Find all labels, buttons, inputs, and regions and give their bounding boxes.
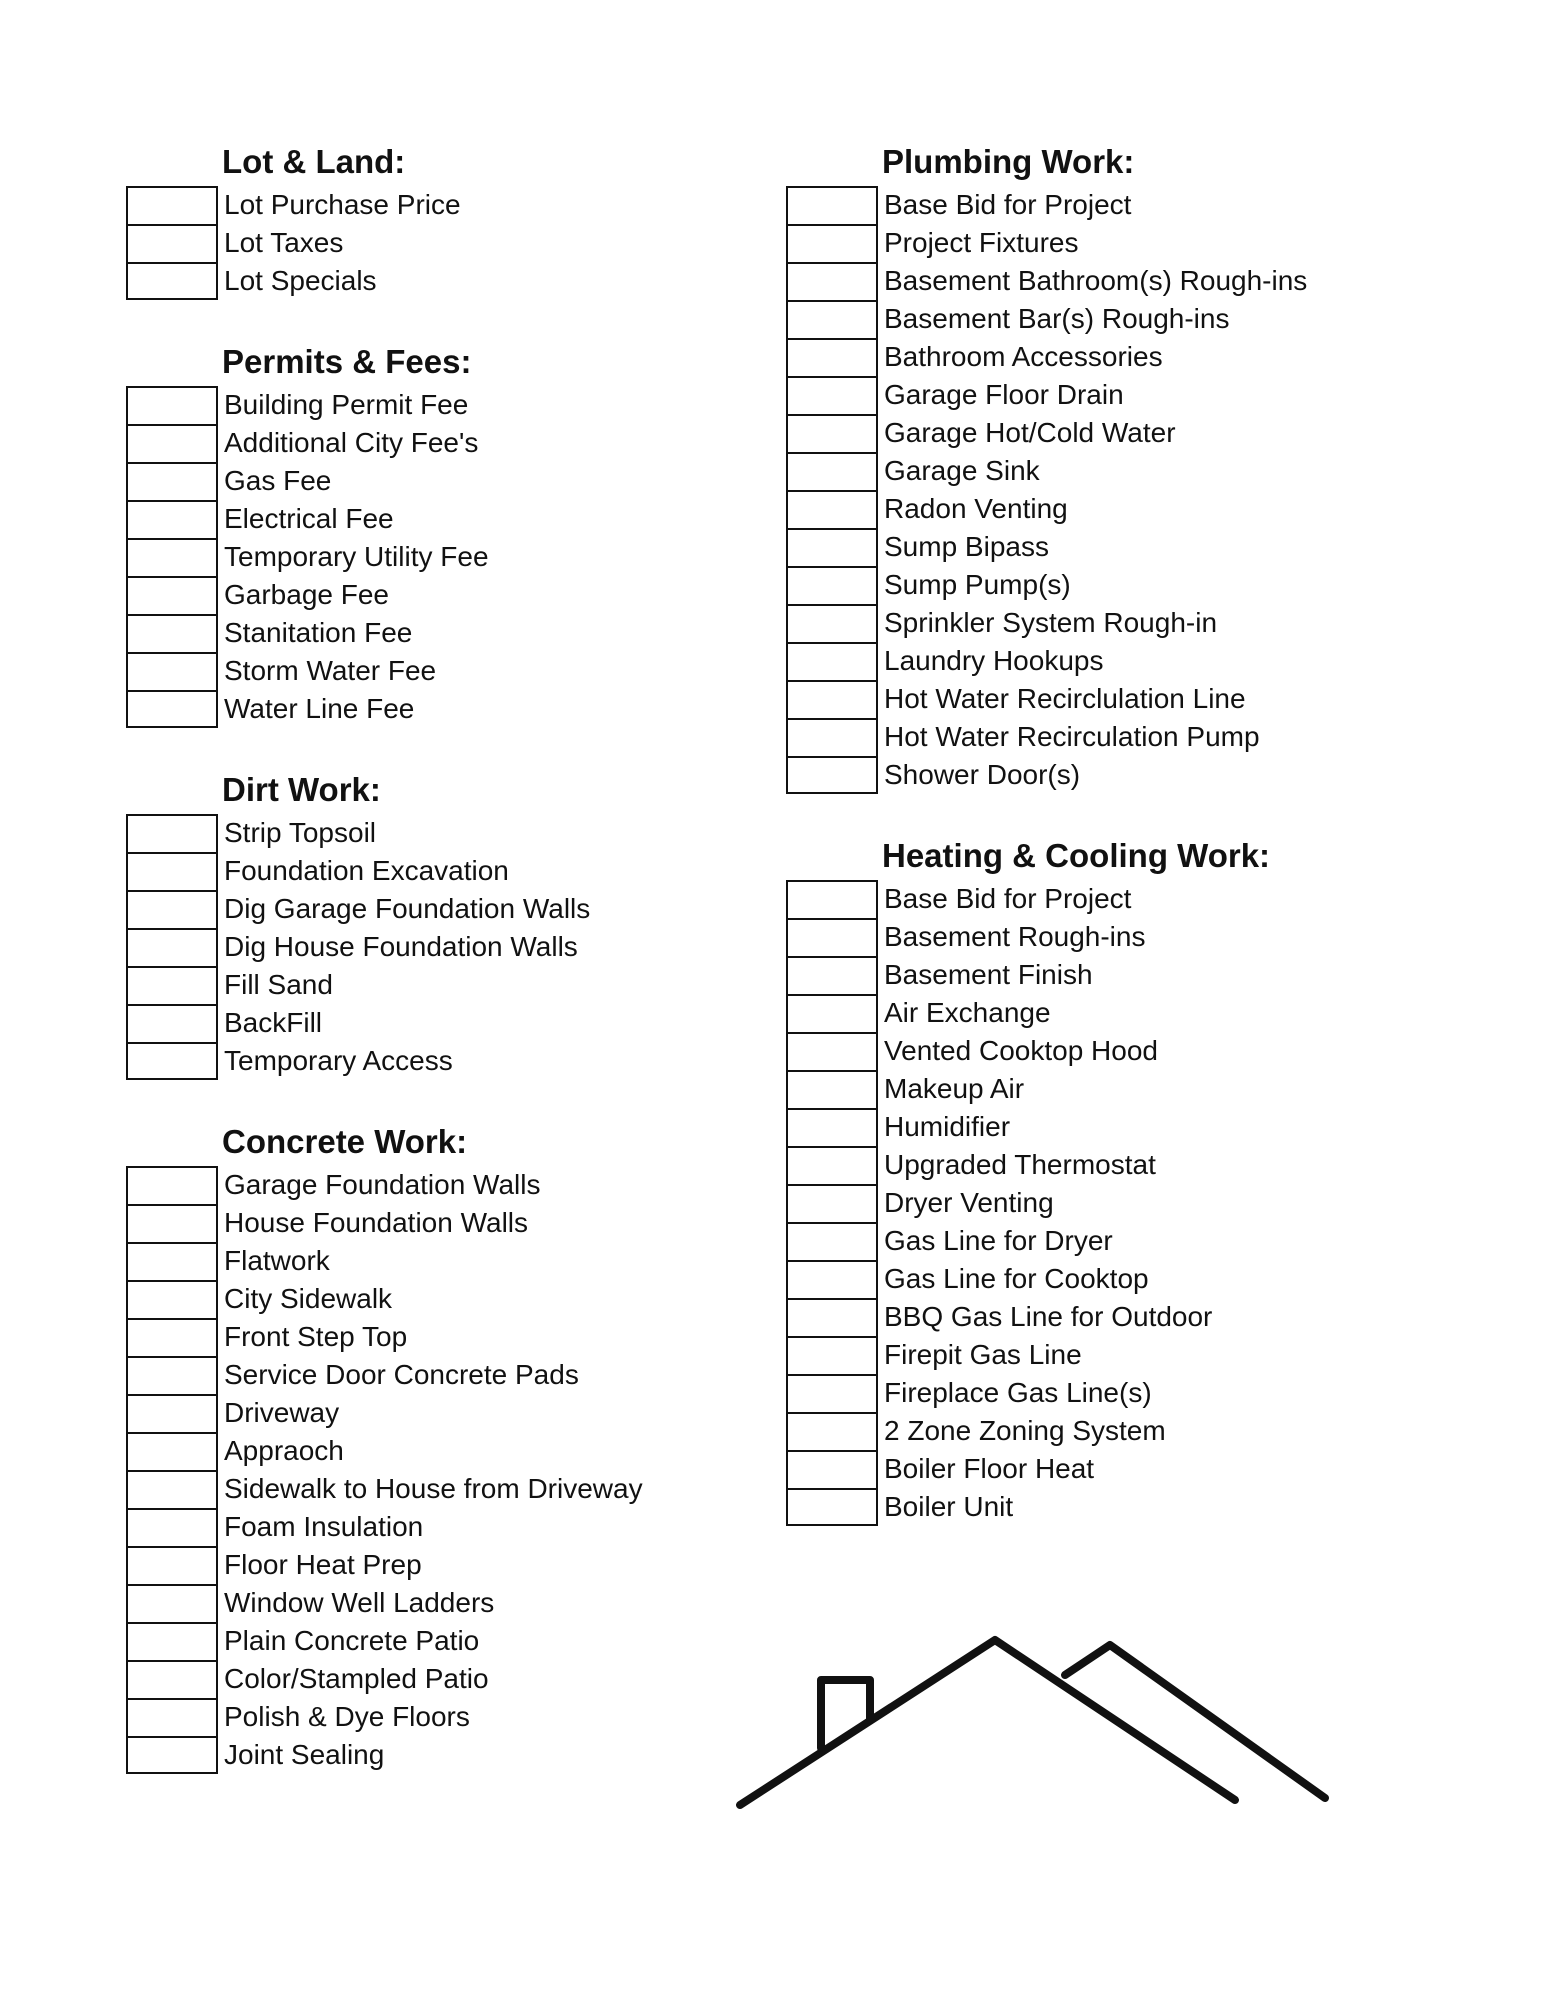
checkbox[interactable] [786, 604, 878, 642]
checkbox[interactable] [126, 1242, 218, 1280]
checklist-row [786, 1488, 1486, 1526]
checkbox[interactable] [126, 1280, 218, 1318]
checklist-row [126, 500, 786, 538]
checklist-row [786, 956, 1486, 994]
checklist-item-label: Foam Insulation [224, 1511, 424, 1542]
checklist-row [126, 652, 786, 690]
checklist-row [126, 462, 786, 500]
checkbox[interactable] [126, 1394, 218, 1432]
checklist-item-label: Storm Water Fee [224, 655, 437, 686]
checklist-item-label: Dig House Foundation Walls [224, 931, 578, 962]
checkbox[interactable] [786, 1412, 878, 1450]
checklist-row [786, 1412, 1486, 1450]
checkbox[interactable] [786, 756, 878, 794]
checklist-row [786, 1298, 1486, 1336]
checklist-row [126, 262, 786, 300]
checklist-item-label: Plain Concrete Patio [224, 1625, 480, 1656]
checklist-row [786, 880, 1486, 918]
checklist-row [126, 1280, 786, 1318]
checklist-row [126, 538, 786, 576]
checkbox[interactable] [786, 1298, 878, 1336]
checkbox[interactable] [126, 928, 218, 966]
section-title: Lot & Land: [222, 143, 406, 180]
checklist-row [126, 386, 786, 424]
checklist-item-label: Dig Garage Foundation Walls [224, 893, 591, 924]
checkbox[interactable] [786, 528, 878, 566]
checklist [126, 814, 786, 1080]
section-title: Concrete Work: [222, 1123, 468, 1160]
checkbox[interactable] [126, 1042, 218, 1080]
checkbox[interactable] [126, 1698, 218, 1736]
checklist-item-label: City Sidewalk [224, 1283, 393, 1314]
checklist-item-label: Driveway [224, 1397, 340, 1428]
checkbox[interactable] [126, 262, 218, 300]
checklist-item-label: Service Door Concrete Pads [224, 1359, 579, 1390]
checklist-item-label: Lot Specials [224, 265, 377, 296]
checklist-item-label: Air Exchange [884, 997, 1051, 1028]
checklist-row [786, 490, 1486, 528]
right-column [786, 143, 1486, 1569]
checkbox[interactable] [786, 414, 878, 452]
checklist-row [126, 1004, 786, 1042]
checklist-row [126, 1470, 786, 1508]
checkbox[interactable] [126, 852, 218, 890]
checkbox[interactable] [786, 1184, 878, 1222]
checkbox[interactable] [126, 386, 218, 424]
section-concrete-work [126, 1123, 786, 1774]
checklist-item-label: Joint Sealing [224, 1739, 385, 1770]
checklist-item-label: Flatwork [224, 1245, 330, 1276]
checkbox[interactable] [126, 186, 218, 224]
checklist-item-label: Dryer Venting [884, 1187, 1054, 1218]
checklist-item-label: Radon Venting [884, 493, 1068, 524]
checkbox[interactable] [126, 1356, 218, 1394]
checklist-row [786, 414, 1486, 452]
checkbox[interactable] [786, 718, 878, 756]
checkbox[interactable] [126, 1584, 218, 1622]
checkbox[interactable] [126, 890, 218, 928]
checklist-row [786, 756, 1486, 794]
checklist-row [786, 1032, 1486, 1070]
checkbox[interactable] [126, 966, 218, 1004]
checklist-row [126, 966, 786, 1004]
checkbox[interactable] [126, 462, 218, 500]
checkbox[interactable] [126, 1508, 218, 1546]
checklist-row [126, 1318, 786, 1356]
checklist-row [126, 424, 786, 462]
checklist-item-label: Base Bid for Project [884, 189, 1132, 220]
checklist-item-label: Appraoch [224, 1435, 344, 1466]
checklist-row [126, 690, 786, 728]
checklist-row [786, 338, 1486, 376]
checklist-item-label: Basement Rough-ins [884, 921, 1146, 952]
checklist-item-label: Front Step Top [224, 1321, 408, 1352]
checklist-item-label: Sump Bipass [884, 531, 1049, 562]
checklist-row [126, 1736, 786, 1774]
checklist-item-label: Basement Bar(s) Rough-ins [884, 303, 1230, 334]
checkbox[interactable] [126, 1622, 218, 1660]
checklist-item-label: Sidewalk to House from Driveway [224, 1473, 643, 1504]
checkbox[interactable] [126, 1736, 218, 1774]
checklist-item-label: Sump Pump(s) [884, 569, 1071, 600]
checklist-row [126, 1204, 786, 1242]
checklist-item-label: Stanitation Fee [224, 617, 413, 648]
checklist-item-label: Bathroom Accessories [884, 341, 1163, 372]
checklist-item-label: Garage Hot/Cold Water [884, 417, 1176, 448]
checkbox[interactable] [786, 1146, 878, 1184]
section-title: Permits & Fees: [222, 343, 472, 380]
checklist-row [786, 1108, 1486, 1146]
checklist-item-label: Polish & Dye Floors [224, 1701, 470, 1732]
checklist-item-label: Garage Foundation Walls [224, 1169, 541, 1200]
checkbox[interactable] [786, 994, 878, 1032]
checklist-row [126, 1508, 786, 1546]
checklist-item-label: Garage Sink [884, 455, 1040, 486]
checklist [126, 1166, 786, 1774]
checklist [786, 186, 1486, 794]
checkbox[interactable] [786, 1488, 878, 1526]
checkbox[interactable] [786, 566, 878, 604]
checklist-item-label: Vented Cooktop Hood [884, 1035, 1158, 1066]
checkbox[interactable] [126, 500, 218, 538]
checklist-item-label: Hot Water Recirclulation Line [884, 683, 1246, 714]
section-lot-land [126, 143, 786, 300]
checklist-item-label: Hot Water Recirculation Pump [884, 721, 1260, 752]
checkbox[interactable] [786, 338, 878, 376]
section-permits-fees [126, 343, 786, 728]
checklist-item-label: Lot Purchase Price [224, 189, 461, 220]
checkbox[interactable] [786, 1070, 878, 1108]
checkbox[interactable] [786, 1374, 878, 1412]
checkbox[interactable] [786, 918, 878, 956]
checklist-row [786, 1260, 1486, 1298]
checklist-item-label: Basement Finish [884, 959, 1093, 990]
checkbox[interactable] [786, 490, 878, 528]
checkbox[interactable] [126, 1004, 218, 1042]
checkbox[interactable] [786, 1260, 878, 1298]
checklist-row [126, 224, 786, 262]
checklist-row [126, 814, 786, 852]
checklist-row [786, 528, 1486, 566]
checklist-item-label: Gas Line for Dryer [884, 1225, 1113, 1256]
checklist-item-label: Water Line Fee [224, 693, 415, 724]
checkbox[interactable] [786, 1336, 878, 1374]
checkbox[interactable] [786, 680, 878, 718]
checklist-row [126, 1546, 786, 1584]
checklist-item-label: Humidifier [884, 1111, 1011, 1142]
checkbox[interactable] [126, 614, 218, 652]
checklist-row [126, 1622, 786, 1660]
checklist-row [786, 1146, 1486, 1184]
checkbox[interactable] [126, 576, 218, 614]
checkbox[interactable] [126, 690, 218, 728]
checkbox[interactable] [126, 814, 218, 852]
checklist-item-label: Electrical Fee [224, 503, 394, 534]
checklist-row [786, 918, 1486, 956]
checklist-item-label: Building Permit Fee [224, 389, 469, 420]
checkbox[interactable] [126, 1470, 218, 1508]
checkbox[interactable] [786, 376, 878, 414]
checklist-row [126, 890, 786, 928]
checklist-row [786, 1184, 1486, 1222]
house-roof-icon [735, 1620, 1355, 1810]
checklist-item-label: Shower Door(s) [884, 759, 1081, 790]
checklist-item-label: BackFill [224, 1007, 323, 1038]
checklist-row [126, 1356, 786, 1394]
checkbox[interactable] [126, 1432, 218, 1470]
section-title: Dirt Work: [222, 771, 381, 808]
checklist-row [786, 300, 1486, 338]
checklist-row [126, 1660, 786, 1698]
section-dirt-work [126, 771, 786, 1080]
checklist [786, 880, 1486, 1526]
checklist-item-label: Sprinkler System Rough-in [884, 607, 1218, 638]
checklist-item-label: Base Bid for Project [884, 883, 1132, 914]
checklist-item-label: Boiler Unit [884, 1491, 1014, 1522]
checklist-row [786, 1450, 1486, 1488]
checklist-item-label: Temporary Access [224, 1045, 453, 1076]
checklist-row [786, 1070, 1486, 1108]
checkbox[interactable] [786, 186, 878, 224]
checklist-item-label: Additional City Fee's [224, 427, 479, 458]
checklist-item-label: Fill Sand [224, 969, 333, 1000]
checklist-row [786, 642, 1486, 680]
checklist-row [786, 994, 1486, 1032]
section-heating-cooling-work [786, 837, 1486, 1526]
checklist-row [126, 1584, 786, 1622]
checklist-row [126, 1166, 786, 1204]
checklist-row [126, 928, 786, 966]
checklist-item-label: Basement Bathroom(s) Rough-ins [884, 265, 1308, 296]
checklist-item-label: Gas Line for Cooktop [884, 1263, 1149, 1294]
checkbox[interactable] [126, 1546, 218, 1584]
checklist-row [126, 1242, 786, 1280]
checklist-item-label: Laundry Hookups [884, 645, 1104, 676]
checklist-row [126, 1042, 786, 1080]
checkbox[interactable] [786, 956, 878, 994]
checklist-row [786, 1374, 1486, 1412]
checklist-item-label: House Foundation Walls [224, 1207, 529, 1238]
checklist-row [786, 604, 1486, 642]
checklist-item-label: Color/Stampled Patio [224, 1663, 489, 1694]
checklist-item-label: Lot Taxes [224, 227, 344, 258]
checkbox[interactable] [126, 1204, 218, 1242]
checklist-row [126, 186, 786, 224]
checkbox[interactable] [786, 1222, 878, 1260]
checklist-row [786, 1336, 1486, 1374]
checkbox[interactable] [126, 1660, 218, 1698]
checklist [126, 186, 786, 300]
checklist-item-label: Window Well Ladders [224, 1587, 495, 1618]
section-plumbing-work [786, 143, 1486, 794]
checklist-row [786, 718, 1486, 756]
checklist-row [126, 852, 786, 890]
checklist-item-label: Firepit Gas Line [884, 1339, 1082, 1370]
checklist-row [786, 680, 1486, 718]
checklist-row [126, 1394, 786, 1432]
checklist-row [126, 576, 786, 614]
checklist-row [786, 376, 1486, 414]
checkbox[interactable] [126, 224, 218, 262]
checklist-row [786, 224, 1486, 262]
checklist-item-label: Project Fixtures [884, 227, 1079, 258]
checklist-row [786, 452, 1486, 490]
checklist-item-label: Temporary Utility Fee [224, 541, 489, 572]
checklist-row [126, 1698, 786, 1736]
checkbox[interactable] [786, 642, 878, 680]
checkbox[interactable] [126, 424, 218, 462]
checklist-row [786, 186, 1486, 224]
checkbox[interactable] [786, 1108, 878, 1146]
checklist-row [786, 262, 1486, 300]
checklist-item-label: Boiler Floor Heat [884, 1453, 1095, 1484]
checklist-item-label: Strip Topsoil [224, 817, 377, 848]
checklist-row [126, 614, 786, 652]
checkbox[interactable] [126, 1166, 218, 1204]
checkbox[interactable] [126, 1318, 218, 1356]
checklist-item-label: Floor Heat Prep [224, 1549, 422, 1580]
checklist-item-label: Garbage Fee [224, 579, 389, 610]
checklist-item-label: Foundation Excavation [224, 855, 509, 886]
checkbox[interactable] [786, 262, 878, 300]
checklist-item-label: BBQ Gas Line for Outdoor [884, 1301, 1213, 1332]
checkbox[interactable] [786, 300, 878, 338]
checkbox[interactable] [786, 224, 878, 262]
checklist-item-label: 2 Zone Zoning System [884, 1415, 1166, 1446]
checklist-item-label: Garage Floor Drain [884, 379, 1124, 410]
section-title: Plumbing Work: [882, 143, 1135, 180]
checklist-row [126, 1432, 786, 1470]
checklist-item-label: Makeup Air [884, 1073, 1025, 1104]
checkbox[interactable] [786, 880, 878, 918]
checklist-item-label: Fireplace Gas Line(s) [884, 1377, 1152, 1408]
checklist-item-label: Gas Fee [224, 465, 332, 496]
left-column [126, 143, 786, 1817]
checklist [126, 386, 786, 728]
checklist-item-label: Upgraded Thermostat [884, 1149, 1156, 1180]
checklist-row [786, 566, 1486, 604]
checkbox[interactable] [126, 652, 218, 690]
section-title: Heating & Cooling Work: [882, 837, 1271, 874]
checkbox[interactable] [126, 538, 218, 576]
checkbox[interactable] [786, 452, 878, 490]
checkbox[interactable] [786, 1032, 878, 1070]
checkbox[interactable] [786, 1450, 878, 1488]
checklist-row [786, 1222, 1486, 1260]
